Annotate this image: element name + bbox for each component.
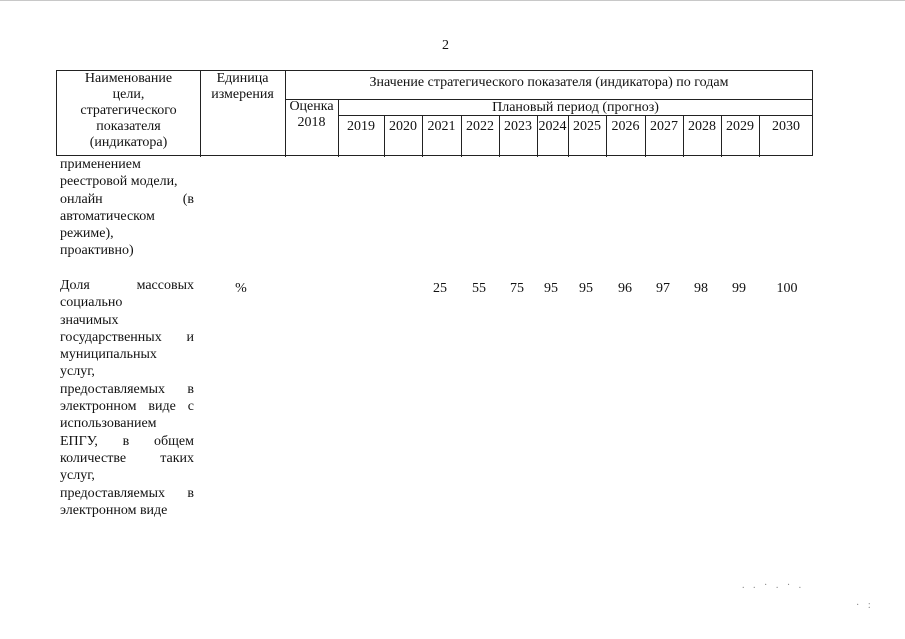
header-year: 2021 bbox=[427, 119, 456, 134]
text-line: реестровой модели, bbox=[60, 174, 178, 190]
text-line: электронном виде с bbox=[60, 399, 194, 415]
header-year: 2029 bbox=[726, 119, 754, 134]
header-planned-label: Плановый период (прогноз) bbox=[492, 100, 659, 115]
header-year: 2025 bbox=[573, 119, 601, 134]
header-year: 2030 bbox=[772, 119, 800, 134]
header-unit-cell bbox=[200, 71, 285, 103]
header-estimate-cell bbox=[285, 99, 338, 131]
text-line: автоматическом bbox=[60, 208, 155, 224]
text-line: предоставляемых в bbox=[60, 381, 194, 397]
row2-unit: % bbox=[235, 281, 247, 296]
text-line: муниципальных bbox=[60, 347, 157, 363]
header-year: 2023 bbox=[504, 119, 532, 134]
scan-noise: · : bbox=[856, 600, 874, 611]
header-name-cell bbox=[57, 71, 200, 151]
text-line: значимых bbox=[60, 312, 119, 328]
row2-value: 55 bbox=[472, 281, 486, 296]
header-year: 2020 bbox=[389, 119, 417, 134]
text-line: онлайн (в bbox=[60, 191, 194, 207]
text-line: проактивно) bbox=[60, 243, 134, 259]
header-year: 2022 bbox=[466, 119, 494, 134]
header-year: 2027 bbox=[650, 119, 678, 134]
text-line: услуг, bbox=[60, 468, 95, 484]
header-name-line: показателя bbox=[96, 119, 161, 134]
text-line: количестве таких bbox=[60, 450, 194, 466]
text-line: Доля массовых bbox=[60, 278, 194, 293]
row2-value: 95 bbox=[544, 281, 558, 296]
page-number: 2 bbox=[442, 38, 449, 53]
header-name-line: Наименование bbox=[84, 71, 173, 86]
row2-value: 97 bbox=[656, 281, 670, 296]
row1-name-continuation bbox=[60, 156, 194, 260]
row2-value: 100 bbox=[776, 281, 798, 296]
row2-value: 95 bbox=[579, 281, 593, 296]
header-unit-line: измерения bbox=[211, 87, 274, 102]
row2-value: 99 bbox=[732, 281, 746, 296]
row2-name bbox=[60, 277, 194, 519]
text-line: электронном виде bbox=[60, 502, 168, 518]
header-unit-line: Единица bbox=[216, 71, 269, 86]
text-line: применением bbox=[60, 157, 141, 172]
text-line: использованием bbox=[60, 416, 157, 432]
row2-value: 96 bbox=[618, 281, 632, 296]
row2-value: 75 bbox=[510, 281, 524, 296]
row2-value: 98 bbox=[694, 281, 708, 296]
text-line: ЕПГУ, в общем bbox=[60, 433, 194, 449]
header-name-line: (индикатора) bbox=[89, 135, 168, 150]
text-line: государственных и bbox=[60, 329, 194, 345]
header-year: 2024 bbox=[538, 119, 567, 134]
header-name-line: цели, bbox=[112, 87, 145, 102]
scan-noise: . . · . · . bbox=[742, 580, 805, 591]
text-line: режиме), bbox=[60, 226, 114, 242]
header-name-line: стратегического bbox=[80, 103, 177, 118]
row2-value: 25 bbox=[433, 281, 447, 296]
text-line: предоставляемых в bbox=[60, 485, 194, 501]
header-estimate-year: 2018 bbox=[297, 115, 326, 130]
table-header bbox=[56, 70, 813, 156]
top-border bbox=[0, 0, 905, 1]
text-line: социально bbox=[60, 295, 123, 311]
header-estimate-label: Оценка bbox=[289, 99, 334, 114]
text-line: услуг, bbox=[60, 364, 95, 380]
header-year: 2019 bbox=[347, 119, 375, 134]
header-year: 2026 bbox=[611, 119, 640, 134]
header-year: 2028 bbox=[688, 119, 716, 134]
header-values-title: Значение стратегического показателя (индикатора) по годам bbox=[369, 75, 729, 90]
